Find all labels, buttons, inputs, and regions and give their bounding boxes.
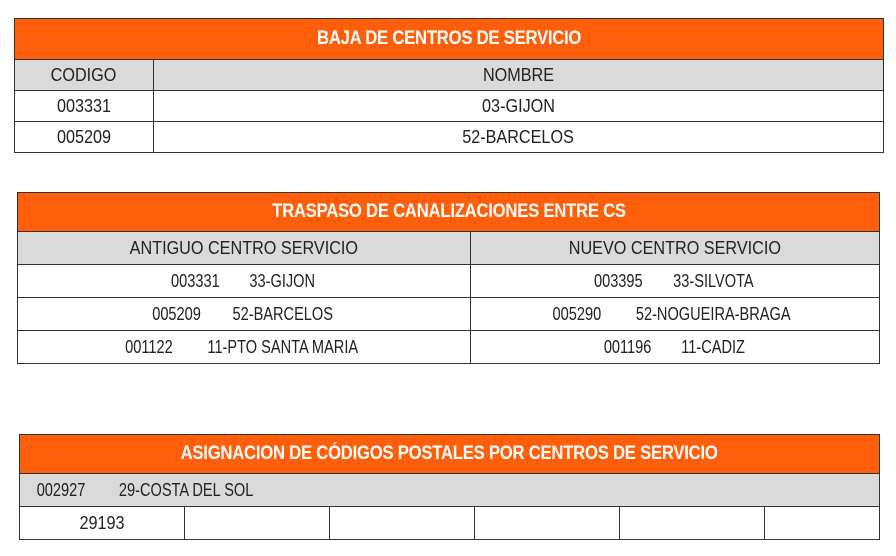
table-row — [18, 265, 880, 298]
old-code: 001122 — [124, 336, 173, 357]
asignacion-table — [19, 434, 880, 540]
nuevo-cell — [471, 298, 880, 331]
new-name: 11-CADIZ — [681, 336, 745, 357]
table-row — [15, 91, 884, 122]
nuevo-header: NUEVO CENTRO SERVICIO — [471, 232, 880, 265]
new-name: 33-SILVOTA — [673, 270, 754, 291]
asignacion-title: ASIGNACION DE CÓDIGOS POSTALES POR CENTROS DE SERVICIO — [20, 435, 880, 474]
antiguo-cell — [18, 298, 471, 331]
codigo-cell: 003331 — [15, 91, 154, 122]
baja-title: BAJA DE CENTROS DE SERVICIO — [15, 19, 884, 60]
new-name: 52-NOGUEIRA-BRAGA — [636, 303, 792, 324]
antiguo-cell — [18, 265, 471, 298]
postal-code-cell — [330, 507, 475, 540]
new-code: 005290 — [552, 303, 602, 324]
baja-centros-table — [14, 18, 884, 153]
new-code: 001196 — [604, 336, 652, 357]
table-row — [15, 122, 884, 153]
center-code: 002927 — [36, 479, 86, 500]
old-name: 33-GIJON — [249, 270, 316, 291]
nombre-cell: 52-BARCELOS — [154, 122, 884, 153]
old-code: 003331 — [171, 270, 221, 291]
nombre-header: NOMBRE — [154, 60, 884, 91]
antiguo-cell — [18, 331, 471, 364]
postal-code-cell — [765, 507, 880, 540]
nuevo-cell — [471, 331, 880, 364]
old-code: 005209 — [152, 303, 201, 324]
postal-code-cell — [620, 507, 765, 540]
table-row — [18, 331, 880, 364]
traspaso-title: TRASPASO DE CANALIZACIONES ENTRE CS — [18, 193, 880, 232]
new-code: 003395 — [594, 270, 643, 291]
center-header — [20, 474, 880, 507]
old-name: 52-BARCELOS — [232, 303, 333, 324]
postal-code-cell — [475, 507, 620, 540]
codigo-cell: 005209 — [15, 122, 154, 153]
codigo-header: CODIGO — [15, 60, 154, 91]
table-row — [20, 507, 880, 540]
postal-code-cell — [185, 507, 330, 540]
table-row — [18, 298, 880, 331]
nuevo-cell — [471, 265, 880, 298]
nombre-cell: 03-GIJON — [154, 91, 884, 122]
center-name: 29-COSTA DEL SOL — [118, 479, 254, 500]
postal-code-cell: 29193 — [20, 507, 185, 540]
traspaso-table — [17, 192, 880, 364]
old-name: 11-PTO SANTA MARIA — [206, 336, 358, 357]
antiguo-header: ANTIGUO CENTRO SERVICIO — [18, 232, 471, 265]
